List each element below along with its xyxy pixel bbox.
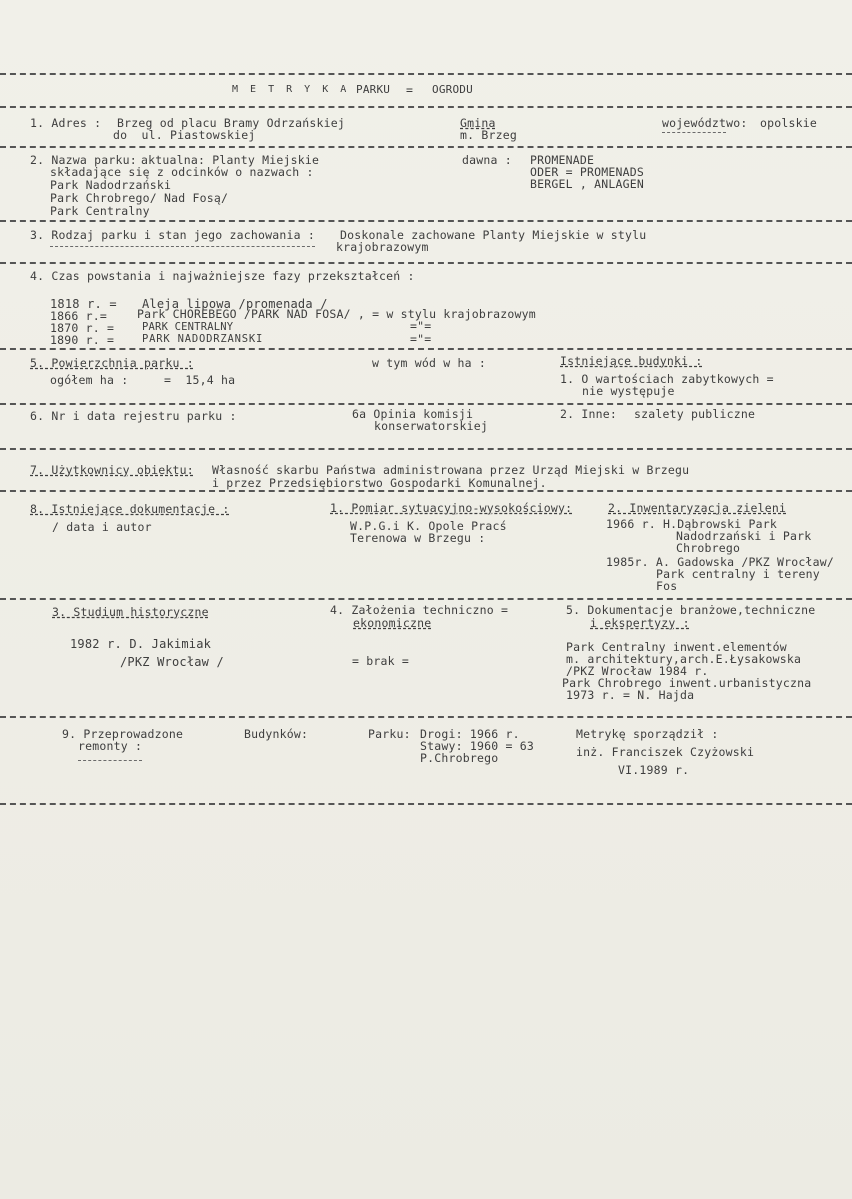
greenery-line: Chrobrego bbox=[676, 541, 741, 555]
history-text: PARK NADODRZANSKI bbox=[142, 333, 264, 345]
greenery-label: 2. Inwentaryzacja zieleni bbox=[608, 501, 787, 515]
voivodeship-value: opolskie bbox=[760, 116, 817, 130]
survey-line-2: Terenowa w Brzegu : bbox=[350, 531, 486, 545]
history-label: 4. Czas powstania i najważniejsze fazy przekształceń : bbox=[30, 269, 415, 283]
address-line-2: do ul. Piastowskiej bbox=[113, 128, 256, 142]
users-line-1: Własność skarbu Państwa administrowana przez Urząd Miejski w Brzegu bbox=[212, 463, 690, 477]
author-name: inż. Franciszek Czyżowski bbox=[576, 745, 755, 759]
ditto-mark: ="= bbox=[410, 319, 432, 333]
park-name-current: aktualna: Planty Miejskie bbox=[141, 153, 320, 167]
buildings-other-value: szalety publiczne bbox=[634, 407, 756, 421]
docs-label: 8. Istniejące dokumentacje : bbox=[30, 502, 230, 516]
address-label: 1. Adres : bbox=[30, 116, 102, 130]
park-type-underline bbox=[50, 246, 315, 247]
history-text: PARK CENTRALNY bbox=[142, 321, 234, 333]
former-name-label: dawna : bbox=[462, 153, 512, 167]
separator-line bbox=[0, 448, 852, 450]
repairs-buildings-label: Budynków: bbox=[244, 727, 309, 741]
greenery-line: 1966 r. H.Dąbrowski Park bbox=[606, 517, 777, 531]
history-year: 1890 r. = bbox=[50, 333, 115, 347]
separator-line bbox=[0, 348, 852, 350]
ditto-mark: ="= bbox=[410, 332, 432, 346]
author-date: VI.1989 r. bbox=[618, 763, 690, 777]
history-year: 1866 r.= bbox=[50, 309, 107, 323]
specialist-docs-line: /PKZ Wrocław 1984 r. bbox=[566, 664, 709, 678]
park-type-value-2: krajobrazowym bbox=[336, 240, 429, 254]
repairs-park-line: Drogi: 1966 r. bbox=[420, 727, 520, 741]
former-name-item: BERGEL , ANLAGEN bbox=[530, 177, 644, 191]
users-label: 7. Użytkownicy obiektu: bbox=[30, 463, 194, 477]
buildings-historic: 1. O wartościach zabytkowych = bbox=[560, 372, 774, 386]
gmina-value: m. Brzeg bbox=[460, 128, 517, 142]
repairs-park-line: Stawy: 1960 = 63 bbox=[420, 739, 534, 753]
voivodeship-underline bbox=[662, 132, 726, 133]
title-metryka: M E T R Y K A bbox=[232, 84, 350, 95]
former-name-item: ODER = PROMENADS bbox=[530, 165, 644, 179]
area-total-label: ogółem ha : bbox=[50, 373, 129, 387]
author-label: Metrykę sporządził : bbox=[576, 727, 719, 741]
separator-line bbox=[0, 220, 852, 222]
buildings-other-label: 2. Inne: bbox=[560, 407, 617, 421]
title-parku: PARKU bbox=[356, 83, 391, 96]
greenery-line: Park centralny i tereny bbox=[656, 567, 820, 581]
park-name-line-2: składające się z odcinków o nazwach : bbox=[50, 165, 314, 179]
specialist-docs-line: m. architektury,arch.E.Łysakowska bbox=[566, 652, 802, 666]
technical-label-2: ekonomiczne bbox=[353, 616, 432, 630]
specialist-docs-label-2: i ekspertyzy : bbox=[590, 616, 690, 630]
history-year: 1818 r. = bbox=[50, 297, 117, 311]
register-label: 6. Nr i data rejestru parku : bbox=[30, 409, 237, 423]
buildings-historic-value: nie występuje bbox=[582, 384, 675, 398]
users-line-2: i przez Przedsiębiorstwo Gospodarki Komunalnej. bbox=[212, 476, 547, 490]
voivodeship-label: województwo: bbox=[662, 116, 748, 130]
history-text: Park CHOREBEGO /PARK NAD FOSA/ , = w stylu krajobrazowym bbox=[137, 307, 536, 321]
docs-sub: / data i autor bbox=[52, 520, 152, 534]
opinion-label-1: 6a Opinia komisji bbox=[352, 407, 474, 421]
survey-line-1: W.P.G.i K. Opole Pracś bbox=[350, 519, 507, 533]
repairs-underline bbox=[78, 760, 142, 761]
park-name-item: Park Chrobrego/ Nad Fosą/ bbox=[50, 191, 229, 205]
separator-line bbox=[0, 262, 852, 264]
buildings-label: Istniejące budynki : bbox=[560, 354, 703, 368]
greenery-line: 1985r. A. Gadowska /PKZ Wrocław/ bbox=[606, 555, 834, 569]
repairs-label-2: remonty : bbox=[78, 739, 143, 753]
separator-line bbox=[0, 106, 852, 108]
specialist-docs-line: Park Chrobrego inwent.urbanistyczna bbox=[562, 676, 812, 690]
park-name-label: 2. Nazwa parku: bbox=[30, 153, 137, 167]
specialist-docs-label-1: 5. Dokumentacje branżowe,techniczne bbox=[566, 603, 816, 617]
history-text: Aleja lipowa /promenada / bbox=[142, 297, 328, 311]
technical-value: = brak = bbox=[352, 654, 409, 668]
technical-label-1: 4. Założenia techniczno = bbox=[330, 603, 509, 617]
separator-line bbox=[0, 716, 852, 718]
separator-line bbox=[0, 803, 852, 805]
area-total-value: = 15,4 ha bbox=[164, 373, 236, 387]
title-ogrodu: OGRODU bbox=[432, 83, 473, 96]
separator-line bbox=[0, 146, 852, 148]
history-study-label: 3. Studium historyczne bbox=[52, 605, 209, 619]
specialist-docs-line: Park Centralny inwent.elementów bbox=[566, 640, 787, 654]
separator-line bbox=[0, 403, 852, 405]
repairs-park-label: Parku: bbox=[368, 727, 411, 741]
former-name-item: PROMENADE bbox=[530, 153, 595, 167]
history-year: 1870 r. = bbox=[50, 321, 115, 335]
park-type-label: 3. Rodzaj parku i stan jego zachowania : bbox=[30, 228, 315, 242]
park-name-item: Park Centralny bbox=[50, 204, 150, 218]
greenery-line: Fos bbox=[656, 579, 678, 593]
specialist-docs-line: 1973 r. = N. Hajda bbox=[566, 688, 695, 702]
repairs-park-line: P.Chrobrego bbox=[420, 751, 499, 765]
greenery-line: Nadodrzański i Park bbox=[676, 529, 812, 543]
park-type-value-1: Doskonale zachowane Planty Miejskie w stylu bbox=[340, 228, 647, 242]
separator-line bbox=[0, 598, 852, 600]
repairs-label-1: 9. Przeprowadzone bbox=[62, 727, 184, 741]
area-label: 5. Powierzchnia parku : bbox=[30, 356, 194, 370]
water-label: w tym wód w ha : bbox=[372, 356, 486, 370]
history-study-line-1: 1982 r. D. Jakimiak bbox=[70, 637, 212, 651]
history-study-line-2: /PKZ Wrocław / bbox=[120, 655, 224, 669]
separator-line bbox=[0, 490, 852, 492]
separator-line bbox=[0, 73, 852, 75]
title-sep: = bbox=[406, 83, 414, 97]
survey-label: 1. Pomiar sytuacyjno-wysokościowy: bbox=[330, 501, 573, 515]
address-line-1: Brzeg od placu Bramy Odrzańskiej bbox=[117, 116, 345, 130]
gmina-label: Gmina bbox=[460, 116, 496, 130]
opinion-label-2: konserwatorskiej bbox=[374, 419, 488, 433]
park-name-item: Park Nadodrzański bbox=[50, 178, 172, 192]
